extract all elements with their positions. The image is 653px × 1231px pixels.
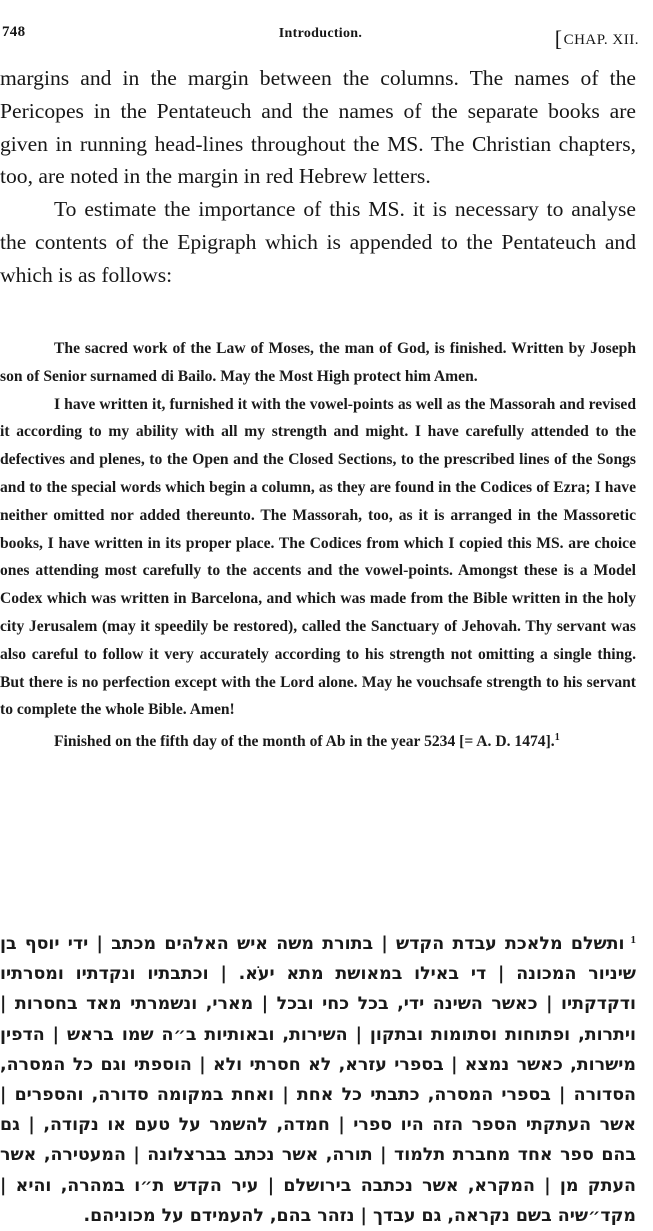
body-paragraph: margins and in the margin between the columns. The names of the Pericopes in the Pentateuch and the names of the separate books are given in running head-lines throughout the MS. The Christian chapters, too, are noted in the margin in red Hebrew letters. <box>0 66 636 189</box>
main-text <box>0 62 636 292</box>
chapter-reference <box>555 24 639 50</box>
chapter-label: CHAP. XII. <box>563 32 639 48</box>
epigraph-paragraph: The sacred work of the Law of Moses, the man of God, is finished. Written by Joseph son of Senior surnamed di Bailo. May the Most High protect him Amen. <box>0 340 636 385</box>
body-paragraph: To estimate the importance of this MS. it is necessary to analyse the contents of the Epigraph which is appended to the Pentateuch and which is as follows: <box>0 197 636 287</box>
epigraph-paragraph <box>0 724 636 756</box>
page-number: 748 <box>2 24 26 40</box>
epigraph-date-text: Finished on the fifth day of the month of Ab in the year 5234 [= A. D. 1474]. <box>54 733 555 751</box>
epigraph-paragraph: I have written it, furnished it with the vowel-points as well as the Massorah and revised it according to my ability with all my strength and might. I have carefully attended to the defectives and plenes, to the Open and the Closed Sections, to the prescribed lines of the Songs and to the special words which begin a column, as they are found in the Codices of Ezra; I have neither omitted nor added thereunto. The Massorah, too, as it is arranged in the Massoretic books, I have written in its proper place. The Codices from which I copied this MS. are choice ones attending most carefully to the accents and the vowel-points. Amongst these is a Model Codex which was written in Barcelona, and which was made from the Bible written in the holy city Jerusalem (may it speedily be restored), called the Sanctuary of Jehovah. Thy servant was also careful to follow it very accurately according to his strength not omitting a single thing. But there is no perfection except with the Lord alone. May he vouchsafe strength to his servant to complete the whole Bible. Amen! <box>0 395 636 719</box>
footnote-marker: 1 <box>630 934 636 946</box>
footnote-text: ותשלם מלאכת עבדת הקדש | בתורת משה איש האלהים מכתב | ידי יוסף בן שיניור המכונה | די באילו במאושת מתא יעֹא. | וכתבתיו ונקדתיו ומסרתיו ודקדקתיו | כאשר השינה ידי, בכל כחי ובכל | מארי, ונשמרתי מאד בחסרות | ויתרות, ופתוחות וסתומות ובתקון | השירות, ובאותיות ב״ה שמו בראש | הדפין מישרות, כאשר נמצא | בספרי עזרא, לא חסרתי ולא | הוספתי וגם כל המסרה, הסדורה | בספרי המסרה, כתבתי כל אחת | ואחת במקומה סדורה, והספרים | אשר העתקתי הספר הזה היו ספרי | חמדה, להשמר על טעם או נקודה, | גם בהם ספר אחד מחברת תלמוד | תורה, אשר נכתב בברצלונה | המעטירה, אשר העתק מן | המקרא, אשר נכתבה בירושלם | עיר הקדש ת״ו במהרה, והיא | מקד״שיה בשם נקראה, גם עבדך | נזהר בהם, להעמידם על מכוניהם. <box>0 934 636 1226</box>
section-title: Introduction. <box>278 26 363 41</box>
footnote-reference: 1 <box>554 732 560 744</box>
chapter-bracket: [ <box>554 26 563 51</box>
epigraph-translation <box>0 335 636 756</box>
hebrew-footnote <box>0 925 636 1231</box>
running-header <box>2 22 639 51</box>
